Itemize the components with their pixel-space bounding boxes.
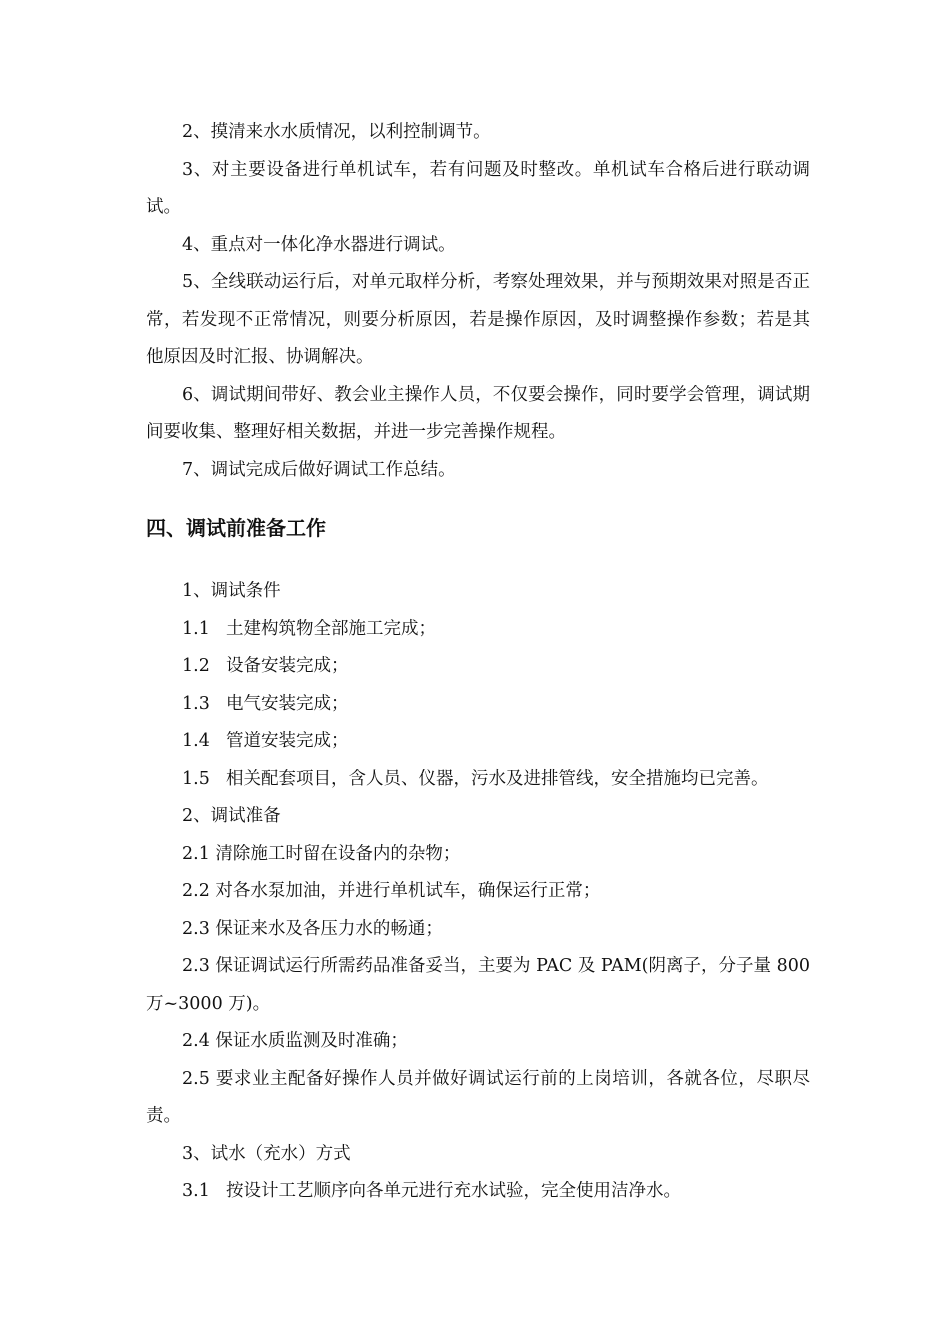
water-test-number: 3.1 (182, 1181, 210, 1201)
condition-text: 相关配套项目，含人员、仪器，污水及进排管线，安全措施均已完善。 (226, 768, 769, 789)
paragraph-item-6: 6、调试期间带好、教会业主操作人员，不仅要会操作，同时要学会管理，调试期间要收集、整理好相关数据，并进一步完善操作规程。 (146, 384, 810, 442)
condition-item (146, 723, 810, 761)
condition-number: 1.4 (182, 731, 210, 751)
document-body (146, 114, 810, 1211)
conditions-title: 1、调试条件 (182, 581, 281, 601)
condition-number: 1.3 (182, 693, 210, 714)
condition-item (146, 611, 810, 649)
paragraph-item-7: 7、调试完成后做好调试工作总结。 (182, 459, 456, 480)
condition-number: 1.5 (182, 768, 210, 789)
water-test-title: 3、试水（充水）方式 (182, 1143, 351, 1164)
condition-text: 土建构筑物全部施工完成； (226, 618, 436, 639)
condition-number: 1.1 (182, 618, 210, 639)
preparation-item: 2.4 保证水质监测及时准确； (182, 1031, 408, 1051)
section-heading: 四、调试前准备工作 (146, 516, 326, 540)
preparation-item: 2.1 清除施工时留在设备内的杂物； (182, 843, 461, 864)
preparation-item: 2.2 对各水泵加油，并进行单机试车，确保运行正常； (182, 881, 601, 901)
condition-text: 设备安装完成； (226, 656, 349, 676)
paragraph-item-5: 5、全线联动运行后，对单元取样分析，考察处理效果，并与预期效果对照是否正常，若发现不正常情况，则要分析原因，若是操作原因，及时调整操作参数；若是其他原因及时汇报、协调解决。 (146, 272, 810, 367)
preparation-item: 2.5 要求业主配备好操作人员并做好调试运行前的上岗培训，各就各位，尽职尽责。 (146, 1068, 810, 1126)
preparation-title: 2、调试准备 (182, 806, 281, 826)
water-test-text: 按设计工艺顺序向各单元进行充水试验，完全使用洁净水。 (226, 1181, 681, 1201)
condition-item (146, 761, 810, 799)
paragraph-item-3: 3、对主要设备进行单机试车，若有问题及时整改。单机试车合格后进行联动调试。 (146, 159, 810, 217)
condition-item (146, 648, 810, 686)
condition-item (146, 686, 810, 724)
paragraph-item-4: 4、重点对一体化净水器进行调试。 (182, 234, 456, 255)
water-test-item (146, 1173, 810, 1211)
preparation-item: 2.3 保证调试运行所需药品准备妥当，主要为 PAC 及 PAM(阴离子，分子量 800 万~3000 万)。 (146, 956, 810, 1014)
condition-number: 1.2 (182, 656, 210, 676)
condition-text: 管道安装完成； (226, 731, 349, 751)
paragraph-item-2: 2、摸清来水水质情况，以利控制调节。 (182, 122, 491, 142)
preparation-item: 2.3 保证来水及各压力水的畅通； (182, 918, 443, 939)
condition-text: 电气安装完成； (226, 693, 349, 714)
